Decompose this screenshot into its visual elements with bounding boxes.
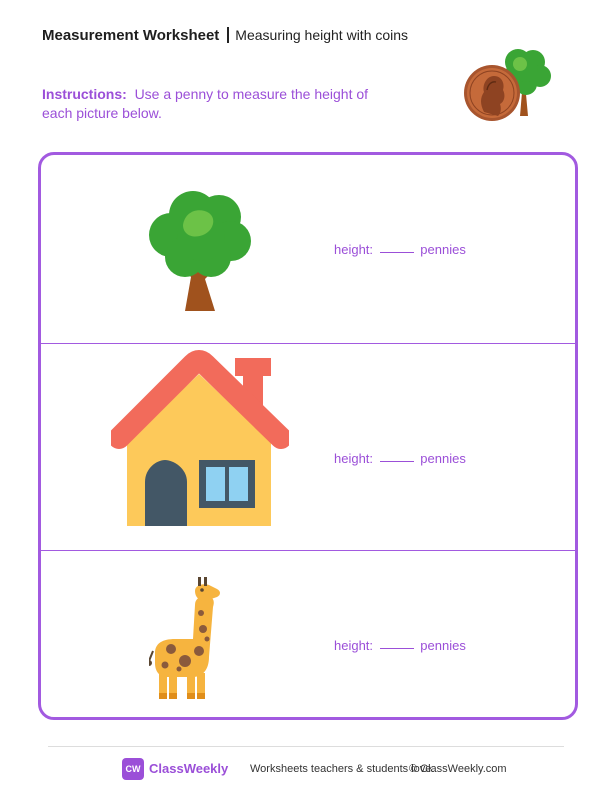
footer-brand[interactable]: ClassWeekly — [149, 761, 229, 776]
answer-blank[interactable] — [380, 648, 414, 649]
page-subtitle: Measuring height with coins — [235, 27, 409, 43]
giraffe-icon — [149, 577, 229, 699]
instructions — [42, 85, 372, 123]
house-icon — [111, 350, 289, 526]
title-separator — [227, 27, 229, 43]
classweekly-logo-icon: CW — [122, 758, 144, 780]
penny-and-tree-icon — [462, 40, 557, 125]
answer-suffix: pennies — [420, 451, 466, 466]
answer-prefix: height: — [334, 451, 374, 466]
answer-prefix: height: — [334, 638, 374, 653]
instructions-text: Use a penny to measure the height of each picture below. — [42, 86, 369, 121]
footer-tagline: Worksheets teachers & students love. — [250, 763, 435, 775]
height-answer — [334, 638, 466, 653]
answer-prefix: height: — [334, 242, 374, 257]
answer-suffix: pennies — [420, 638, 466, 653]
footer-divider — [48, 746, 564, 747]
measure-row-giraffe — [41, 551, 575, 717]
measure-row-tree — [41, 155, 575, 343]
instructions-label: Instructions: — [42, 86, 127, 102]
answer-suffix: pennies — [420, 242, 466, 257]
height-answer — [334, 451, 466, 466]
worksheet-header — [42, 27, 408, 44]
height-answer — [334, 242, 466, 257]
measurement-panel — [38, 152, 578, 720]
penny-icon — [464, 65, 520, 121]
measure-row-house — [41, 344, 575, 550]
answer-blank[interactable] — [380, 252, 414, 253]
tree-icon — [143, 185, 255, 311]
answer-blank[interactable] — [380, 461, 414, 462]
footer-copyright: © ClassWeekly.com — [409, 763, 507, 775]
page-title: Measurement Worksheet — [42, 27, 220, 44]
